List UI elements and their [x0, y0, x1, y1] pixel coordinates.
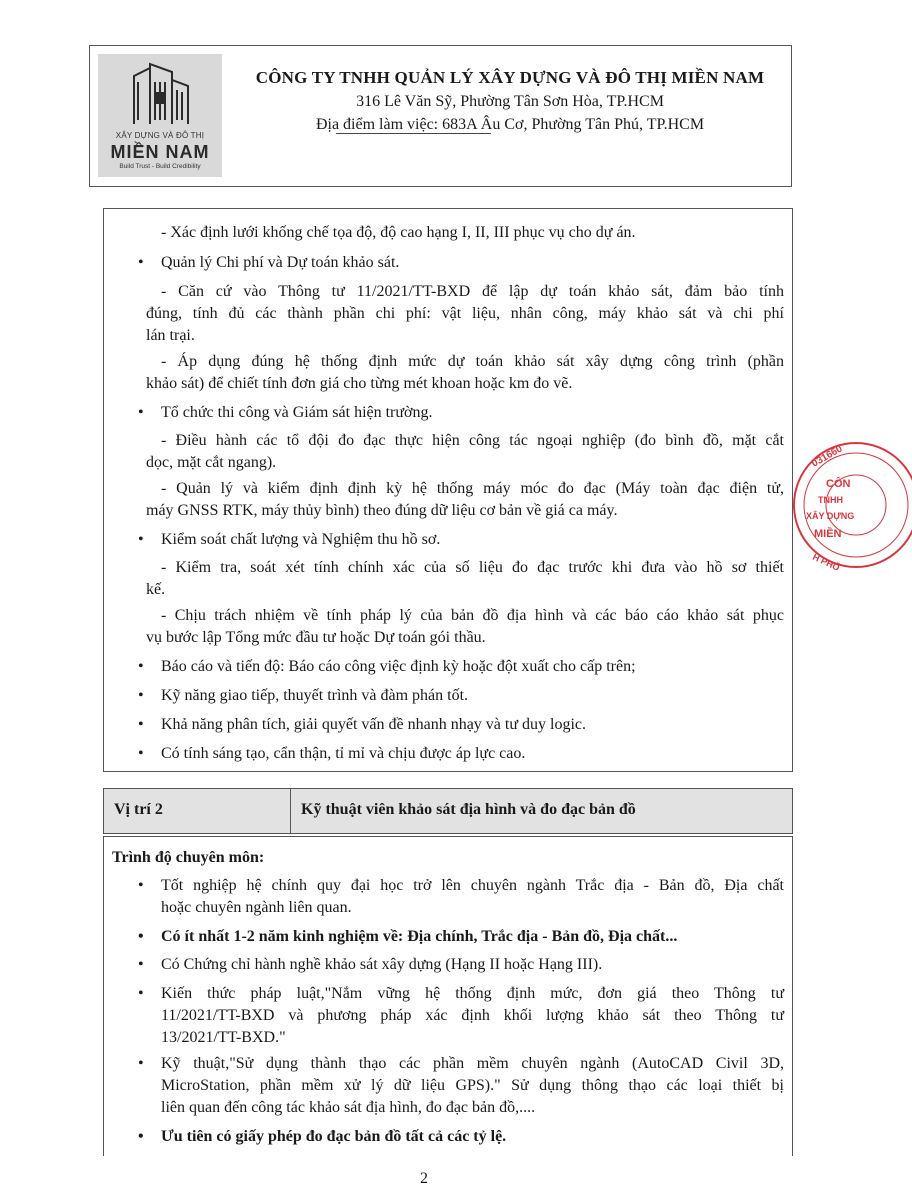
duty-line: dọc, mặt cắt ngang).: [146, 454, 277, 471]
svg-text:H PHỐ: H PHỐ: [811, 551, 842, 573]
logo-slogan: Build Trust - Build Credibility: [119, 163, 201, 170]
duty-line: vụ bước lập Tổng mức đầu tư hoặc Dự toán gói thầu.: [146, 629, 486, 646]
duty-bullet: • Khả năng phân tích, giải quyết vấn đề nhanh nhạy và tư duy logic.: [161, 714, 586, 736]
duty-bullet: • Báo cáo và tiến độ: Báo cáo công việc định kỳ hoặc đột xuất cho cấp trên;: [161, 656, 636, 678]
requirements-heading: Trình độ chuyên môn:: [112, 849, 265, 866]
duty-line: đúng, tính đủ các thành phần chi phí: vật liệu, nhân công, máy khảo sát và chi phí: [146, 305, 784, 322]
duty-line: khảo sát) để chiết tính đơn giá cho từng mét khoan hoặc km đo vẽ.: [146, 375, 573, 392]
company-address: 316 Lê Văn Sỹ, Phường Tân Sơn Hòa, TP.HCM: [356, 93, 664, 110]
duty-line: - Áp dụng đúng hệ thống định mức dự toán khảo sát xây dựng công trình (phần: [161, 353, 784, 370]
requirement-line: MicroStation, phần mềm xử lý dữ liệu GPS)." Sử dụng thông thạo các loại thiết bị: [161, 1077, 784, 1094]
duty-line: lán trại.: [146, 327, 195, 344]
requirement-line: 13/2021/TT-BXD.": [161, 1029, 286, 1046]
requirement-bullet: • Có ít nhất 1-2 năm kinh nghiệm về: Địa chính, Trắc địa - Bản đồ, Địa chất...: [161, 926, 677, 948]
requirement-bullet: • Kỹ thuật,"Sử dụng thành thạo các phần mềm chuyên ngành (AutoCAD Civil 3D,: [161, 1053, 784, 1075]
building-logo-icon: [98, 54, 222, 134]
requirement-bullet: • Kiến thức pháp luật,"Nắm vững hệ thống định mức, đơn giá theo Thông tư: [161, 983, 784, 1005]
requirement-bullet: • Tốt nghiệp hệ chính quy đại học trở lên chuyên ngành Trắc địa - Bản đồ, Địa chất: [161, 875, 784, 897]
requirement-line: 11/2021/TT-BXD và phương pháp xác định khối lượng khảo sát theo Thông tư: [161, 1007, 784, 1024]
company-seal: [792, 425, 855, 585]
duty-bullet: • Kiểm soát chất lượng và Nghiệm thu hồ sơ.: [161, 529, 440, 551]
logo-brand: MIỀN NAM: [110, 142, 210, 162]
requirement-line: liên quan đến công tác khảo sát địa hình, đo đạc bản đồ,....: [161, 1099, 536, 1116]
position-label: Vị trí 2: [114, 801, 163, 818]
company-logo: [98, 54, 222, 177]
company-info: [230, 68, 790, 134]
logo-tagline: XÂY DỰNG VÀ ĐÔ THỊ: [115, 131, 205, 140]
position-title: Kỹ thuật viên khảo sát địa hình và đo đạc bản đồ: [301, 801, 636, 818]
svg-text:TNHH: TNHH: [818, 495, 843, 505]
requirement-bullet: • Ưu tiên có giấy phép đo đạc bản đồ tất cả các tỷ lệ.: [161, 1126, 506, 1148]
page-number: 2: [420, 1170, 428, 1187]
duty-bullet: • Quản lý Chi phí và Dự toán khảo sát.: [161, 252, 399, 274]
svg-text:CÔN: CÔN: [826, 478, 851, 490]
duty-line: - Điều hành các tổ đội đo đạc thực hiện công tác ngoại nghiệp (đo bình đồ, mặt cắt: [161, 432, 784, 449]
company-workplace: Địa điểm làm việc: 683A Âu Cơ, Phường Tân Phú, TP.HCM: [315, 116, 705, 133]
header-underline: [336, 133, 491, 134]
requirement-bullet: • Có Chứng chỉ hành nghề khảo sát xây dựng (Hạng II hoặc Hạng III).: [161, 954, 602, 976]
svg-text:031660: 031660: [810, 443, 845, 470]
requirement-line: hoặc chuyên ngành liên quan.: [161, 899, 352, 916]
column-divider: [290, 789, 291, 833]
duty-line: - Căn cứ vào Thông tư 11/2021/TT-BXD để lập dự toán khảo sát, đảm bảo tính: [161, 283, 784, 300]
duty-line: - Kiểm tra, soát xét tính chính xác của số liệu đo đạc trước khi đưa vào hồ sơ thiết: [161, 559, 784, 576]
letterhead: [89, 45, 792, 187]
duty-bullet: • Có tính sáng tạo, cẩn thận, tỉ mỉ và chịu được áp lực cao.: [161, 743, 525, 765]
svg-text:MIỀN: MIỀN: [814, 528, 842, 540]
svg-text:XÂY DỰNG: XÂY DỰNG: [806, 511, 855, 521]
duty-line: kế.: [146, 581, 166, 598]
duty-line: - Quản lý và kiểm định định kỳ hệ thống máy móc đo đạc (Máy toàn đạc điện tử,: [161, 480, 784, 497]
duty-line: - Chịu trách nhiệm về tính pháp lý của bản đồ địa hình và các báo cáo khảo sát phục: [161, 607, 784, 624]
duty-bullet: • Tổ chức thi công và Giám sát hiện trường.: [161, 402, 433, 424]
company-name: CÔNG TY TNHH QUẢN LÝ XÂY DỰNG VÀ ĐÔ THỊ MIỀN NAM: [255, 68, 765, 87]
duty-line: - Xác định lưới khống chế tọa độ, độ cao hạng I, II, III phục vụ cho dự án.: [161, 224, 636, 241]
duty-line: máy GNSS RTK, máy thủy bình) theo đúng dữ liệu cơ bản về giá ca máy.: [146, 502, 618, 519]
position-row: [103, 788, 793, 834]
duty-bullet: • Kỹ năng giao tiếp, thuyết trình và đàm phán tốt.: [161, 685, 468, 707]
